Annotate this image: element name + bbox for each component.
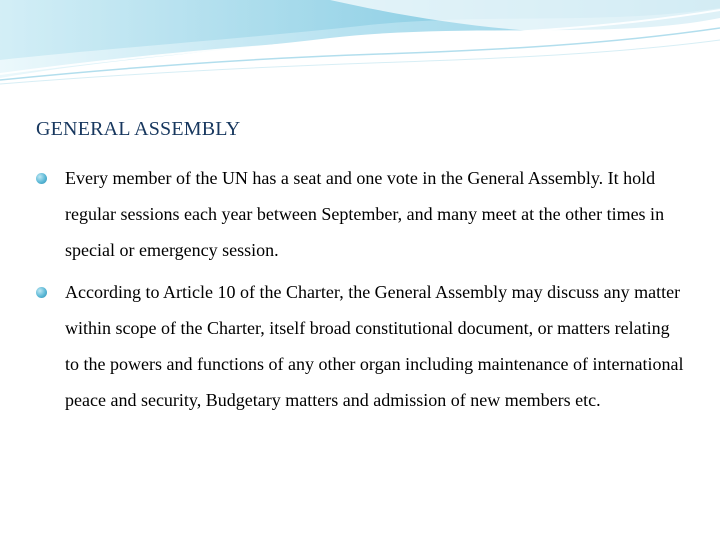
bullet-dot-icon — [36, 173, 47, 184]
header-wave-decoration — [0, 0, 720, 90]
bullet-list — [36, 160, 686, 424]
bullet-item — [36, 160, 686, 268]
slide-title: GENERAL ASSEMBLY — [36, 118, 241, 140]
bullet-text: According to Article 10 of the Charter, the General Assembly may discuss any matter within scope of the Charter, itself broad constitutional document, or matters relating to the powers and functions of any other organ including maintenance of international peace and security, Budgetary matters and admission of new members etc. — [65, 282, 684, 410]
bullet-text: Every member of the UN has a seat and one vote in the General Assembly. It hold regular sessions each year between September, and many meet at the other times in special or emergency session. — [65, 168, 665, 260]
bullet-dot-icon — [36, 287, 47, 298]
bullet-item — [36, 274, 686, 418]
